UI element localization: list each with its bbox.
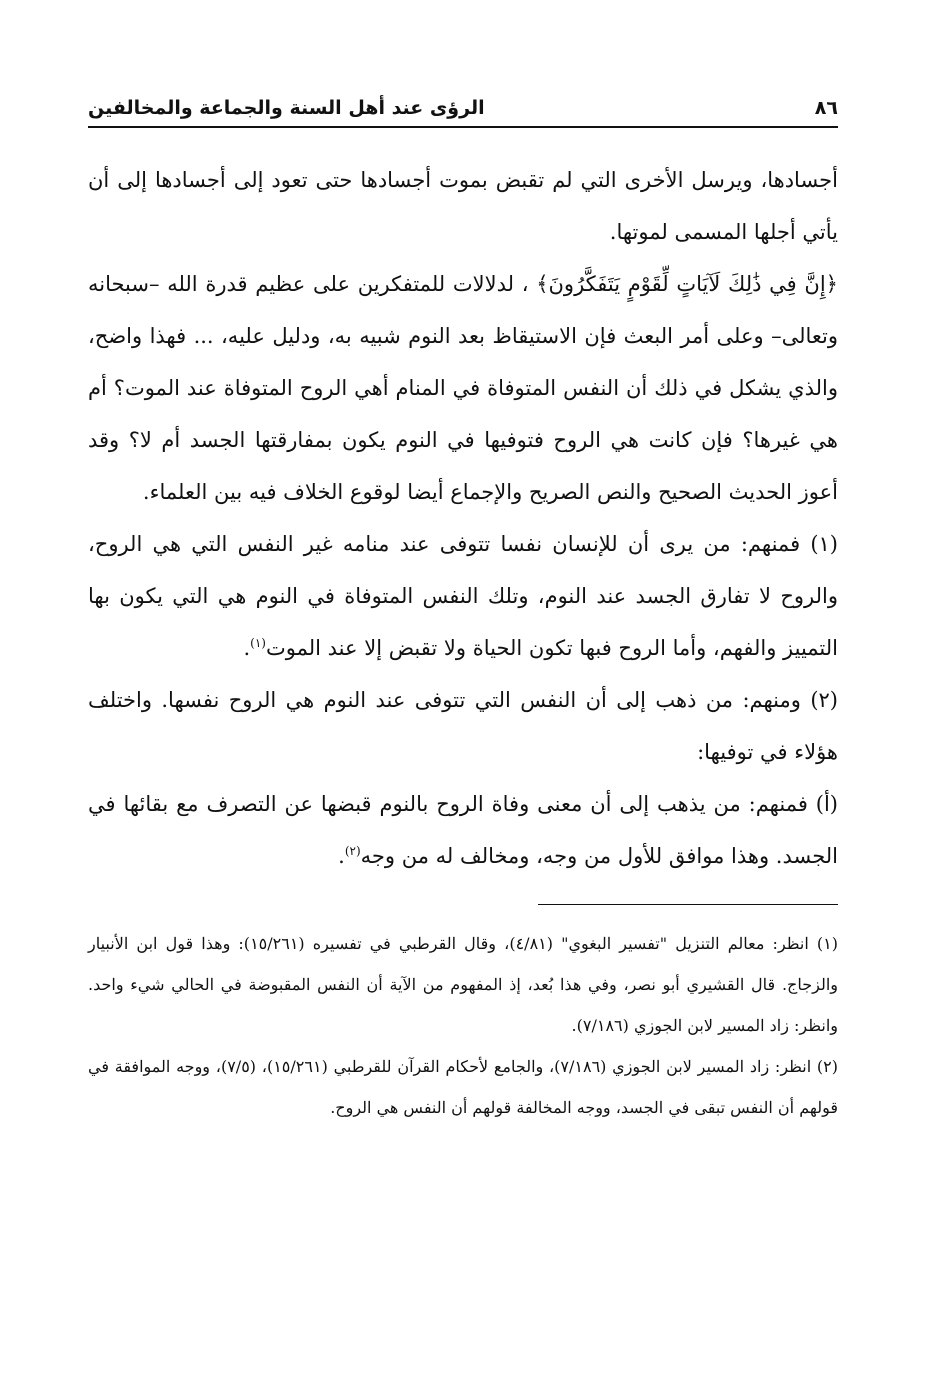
quran-verse: ﴿إِنَّ فِي ذَٰلِكَ لَآيَاتٍ لِّقَوْمٍ يَتَفَكَّرُونَ﴾ bbox=[536, 272, 838, 296]
paragraph-5 bbox=[88, 778, 838, 882]
main-text bbox=[88, 154, 838, 882]
paragraph-5-text: (أ) فمنهم: من يذهب إلى أن معنى وفاة الروح بالنوم قبضها عن التصرف مع بقائها في الجسد. وهذا موافق للأول من وجه، ومخالف له من وجه bbox=[88, 792, 838, 868]
paragraph-2 bbox=[88, 258, 838, 518]
footnote-ref-1: (١) bbox=[250, 636, 266, 650]
paragraph-4: (٢) ومنهم: من ذهب إلى أن النفس التي تتوفى عند النوم هي الروح نفسها. واختلف هؤلاء في توفيها: bbox=[88, 688, 838, 764]
running-title: الرؤى عند أهل السنة والجماعة والمخالفين bbox=[88, 97, 485, 119]
paragraph-5-end: . bbox=[338, 844, 345, 868]
paragraph-3 bbox=[88, 518, 838, 674]
footnote-ref-2: (٢) bbox=[344, 844, 361, 858]
paragraph-2-text: ، لدلالات للمتفكرين على عظيم قدرة الله –سبحانه وتعالى– وعلى أمر البعث فإن الاستيقاظ بعد النوم شبيه به، ودليل عليه، ... فهذا واضح، والذي يشكل في ذلك أن النفس المتوفاة في المنام أهي الروح المتوفاة عند الموت؟ أم هي غيرها؟ فإن كانت هي الروح فتوفيها في النوم يكون بمفارقتها الجسد أم لا؟ وقد أعوز الحديث الصحيح والنص الصريح والإجماع أيضا لوقوع الخلاف فيه بين العلماء. bbox=[88, 272, 838, 504]
page-number: ٨٦ bbox=[814, 97, 838, 119]
footnote-1: (١) انظر: معالم التنزيل "تفسير البغوي" (٤/٨١)، وقال القرطبي في تفسيره (١٥/٢٦١): وهذا قول ابن الأنبيار والزجاج. قال القشيري أبو نصر، وفي هذا بُعد، إذ المفهوم من الآية أن النفس المقبوضة في الحالي شيء واحد. وانظر: زاد المسير لابن الجوزي (٧/١٨٦). bbox=[88, 934, 839, 1035]
footnotes bbox=[88, 923, 838, 1128]
page-header bbox=[88, 86, 838, 120]
paragraph-3-end: . bbox=[243, 636, 251, 660]
header-rule bbox=[88, 126, 838, 128]
footnote-rule bbox=[538, 904, 838, 905]
paragraph-3-text: (١) فمنهم: من يرى أن للإنسان نفسا تتوفى عند منامه غير النفس التي هي الروح، والروح لا تفارق الجسد عند النوم، وتلك النفس المتوفاة في النوم هي التي يكون بها التمييز والفهم، وأما الروح فبها تكون الحياة ولا تقبض إلا عند الموت bbox=[88, 532, 838, 660]
footnote-2: (٢) انظر: زاد المسير لابن الجوزي (٧/١٨٦)، والجامع لأحكام القرآن للقرطبي (١٥/٢٦١)، (٧/٥)، ووجه الموافقة في قولهم أن النفس تبقى في الجسد، ووجه المخالفة قولهم أن النفس هي الروح. bbox=[88, 1057, 839, 1117]
book-page bbox=[88, 86, 838, 1128]
paragraph-1: أجسادها، ويرسل الأخرى التي لم تقبض بموت أجسادها حتى تعود إلى أجسادها إلى أن يأتي أجلها المسمى لموتها. bbox=[88, 168, 838, 244]
